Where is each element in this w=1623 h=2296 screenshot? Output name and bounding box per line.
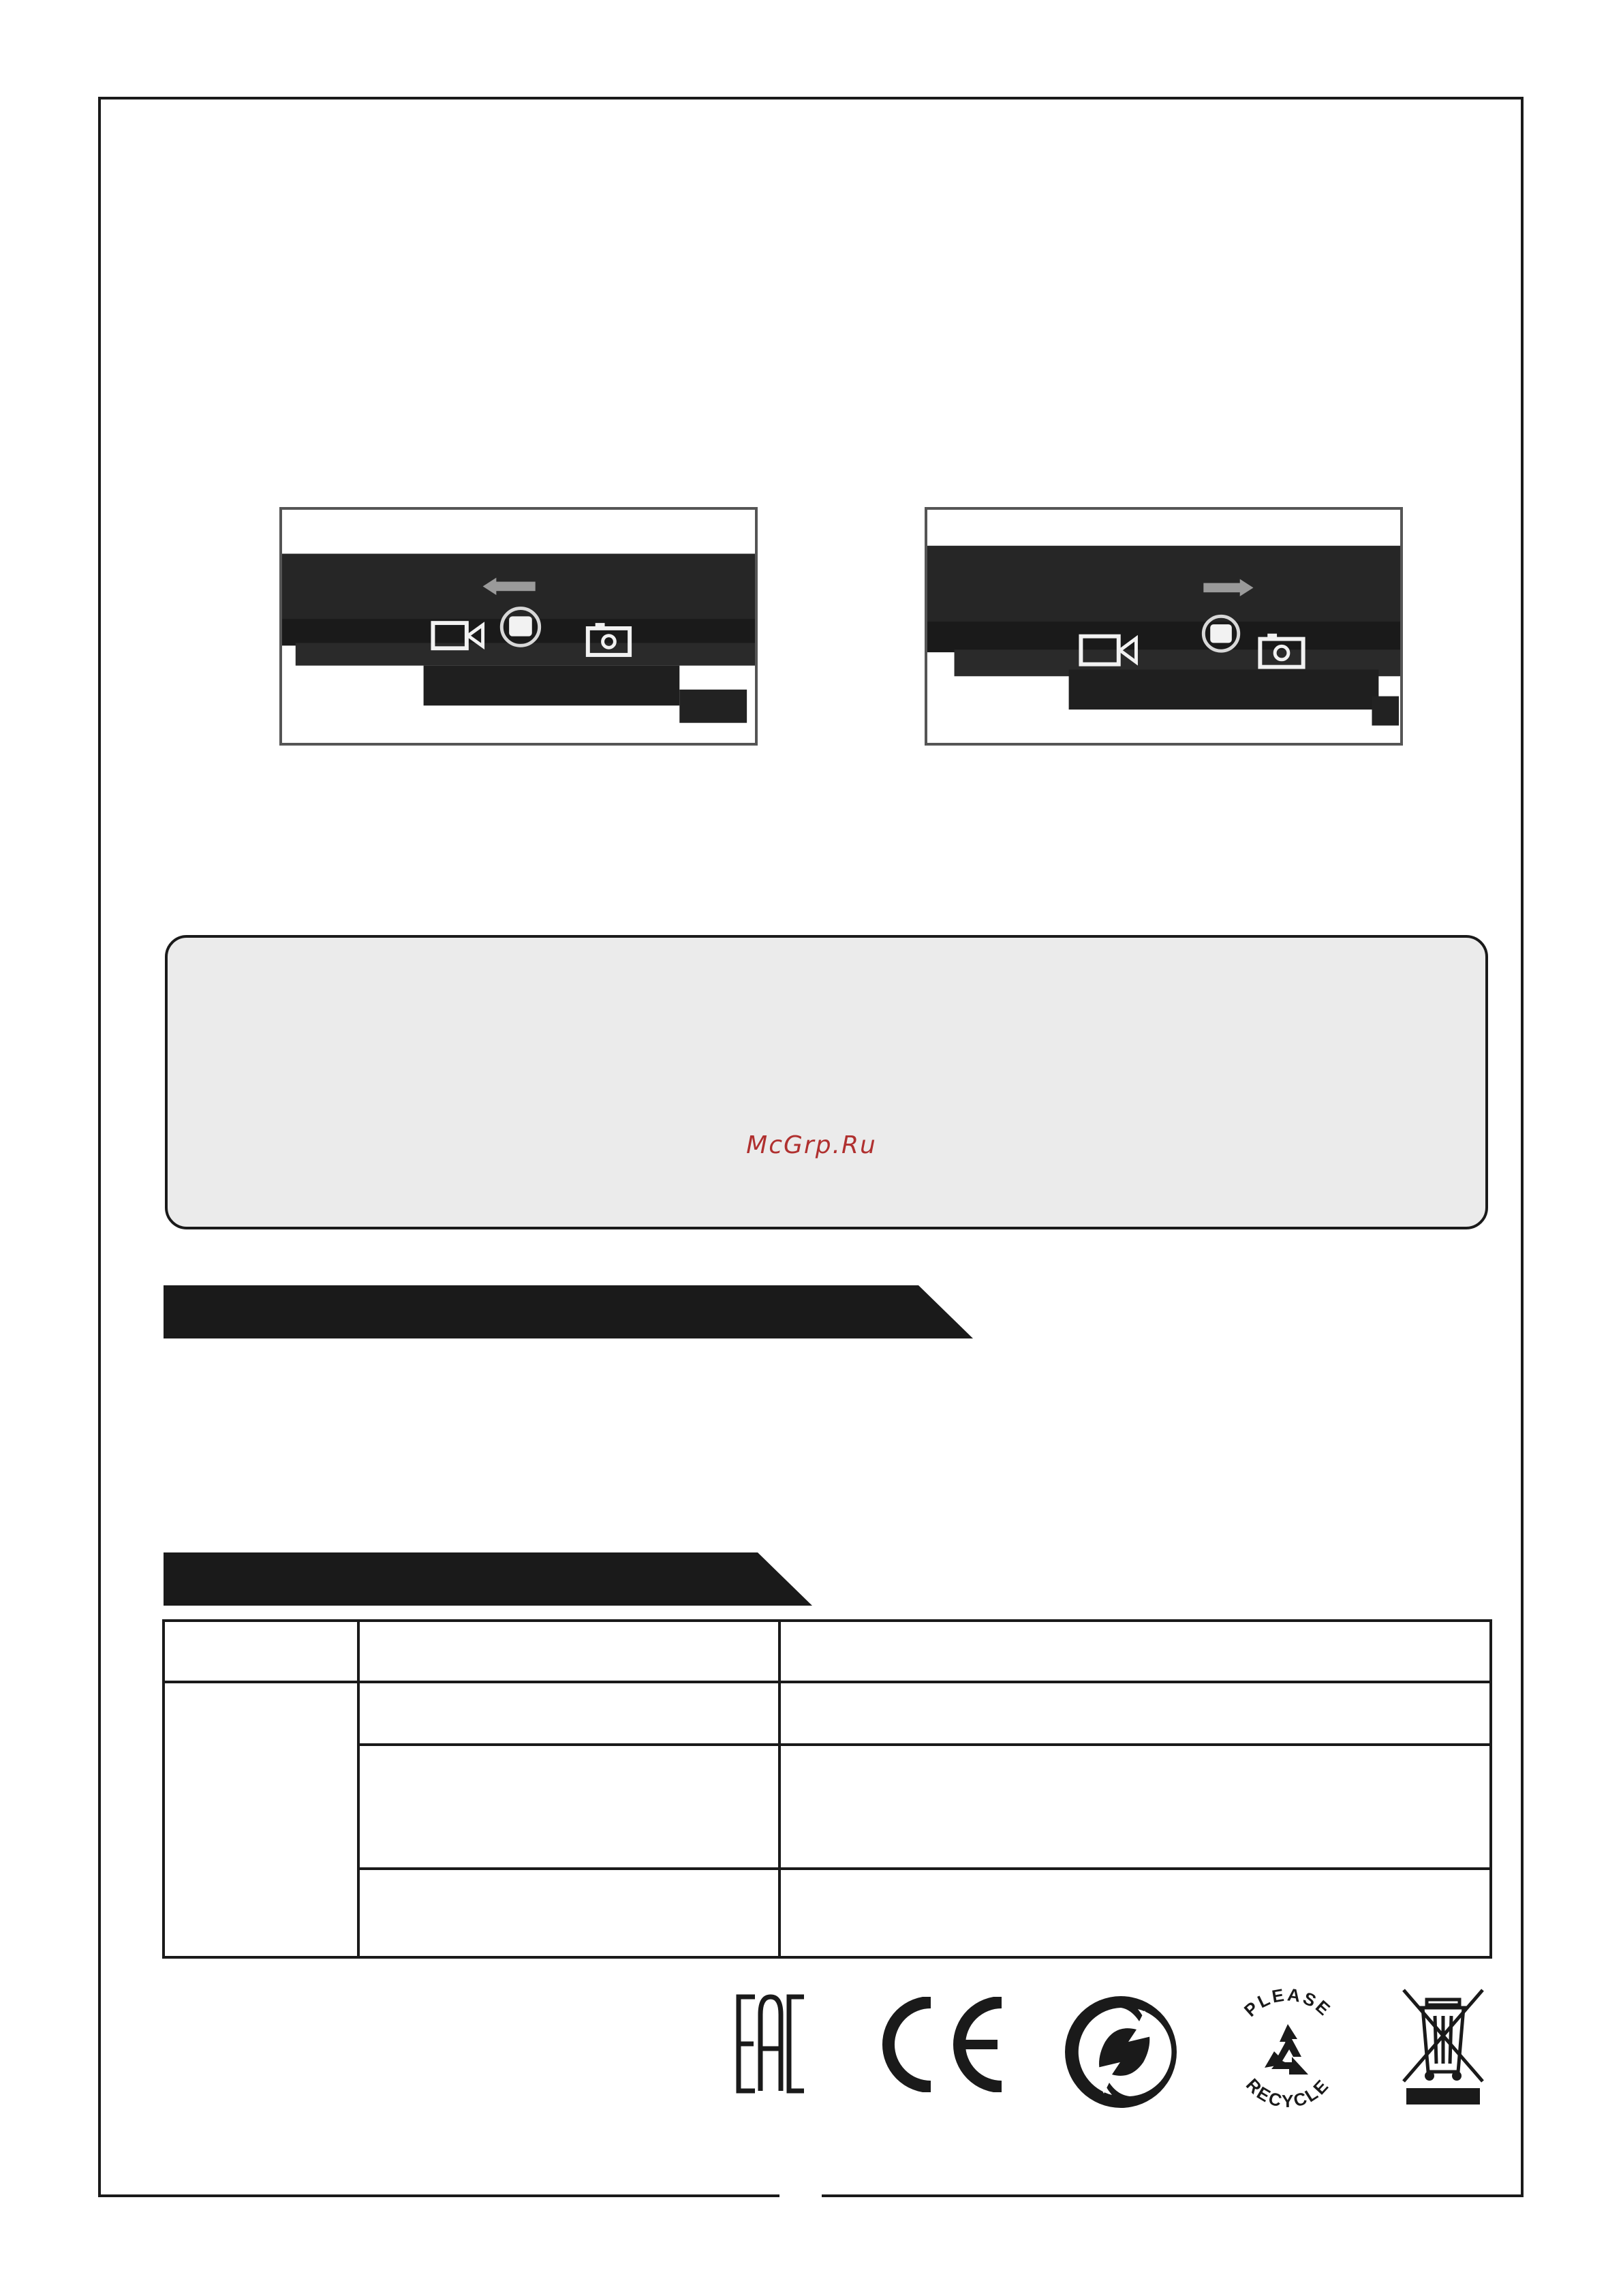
please-recycle-icon	[1226, 1980, 1349, 2110]
table-cell	[164, 1621, 358, 1682]
table-cell	[779, 1682, 1491, 1745]
table-cell	[779, 1745, 1491, 1869]
table-cell	[358, 1682, 779, 1745]
table-cell	[779, 1869, 1491, 1957]
table-row	[164, 1621, 1491, 1682]
svg-text:RECYCLE	[1242, 2075, 1333, 2110]
table-row	[164, 1682, 1491, 1745]
section-header-bar	[164, 1285, 973, 1338]
table-cell	[358, 1621, 779, 1682]
green-dot-icon	[1063, 1994, 1179, 2110]
table-cell	[164, 1682, 358, 1957]
table-cell	[358, 1869, 779, 1957]
weee-crossed-bin-icon	[1400, 1986, 1487, 2106]
recycle-bottom-text: RECYCLE	[1241, 2074, 1334, 2110]
svg-text:PLEASE	[1240, 1984, 1335, 2021]
specifications-header-bar	[164, 1552, 812, 1606]
watermark: McGrp.Ru	[746, 1131, 877, 1159]
eac-mark-icon	[735, 1994, 807, 2094]
ce-mark-icon	[878, 1997, 1011, 2092]
page-frame-gap	[779, 2192, 822, 2203]
device-photo-video-mode	[279, 507, 758, 746]
table-cell	[779, 1621, 1491, 1682]
device-photo-photo-mode	[925, 507, 1403, 746]
table-cell	[358, 1745, 779, 1869]
recycle-top-text: PLEASE	[1239, 1984, 1336, 2021]
table-row	[164, 1745, 1491, 1869]
table-row	[164, 1869, 1491, 1957]
specifications-table	[162, 1619, 1492, 1959]
note-box	[165, 935, 1488, 1229]
